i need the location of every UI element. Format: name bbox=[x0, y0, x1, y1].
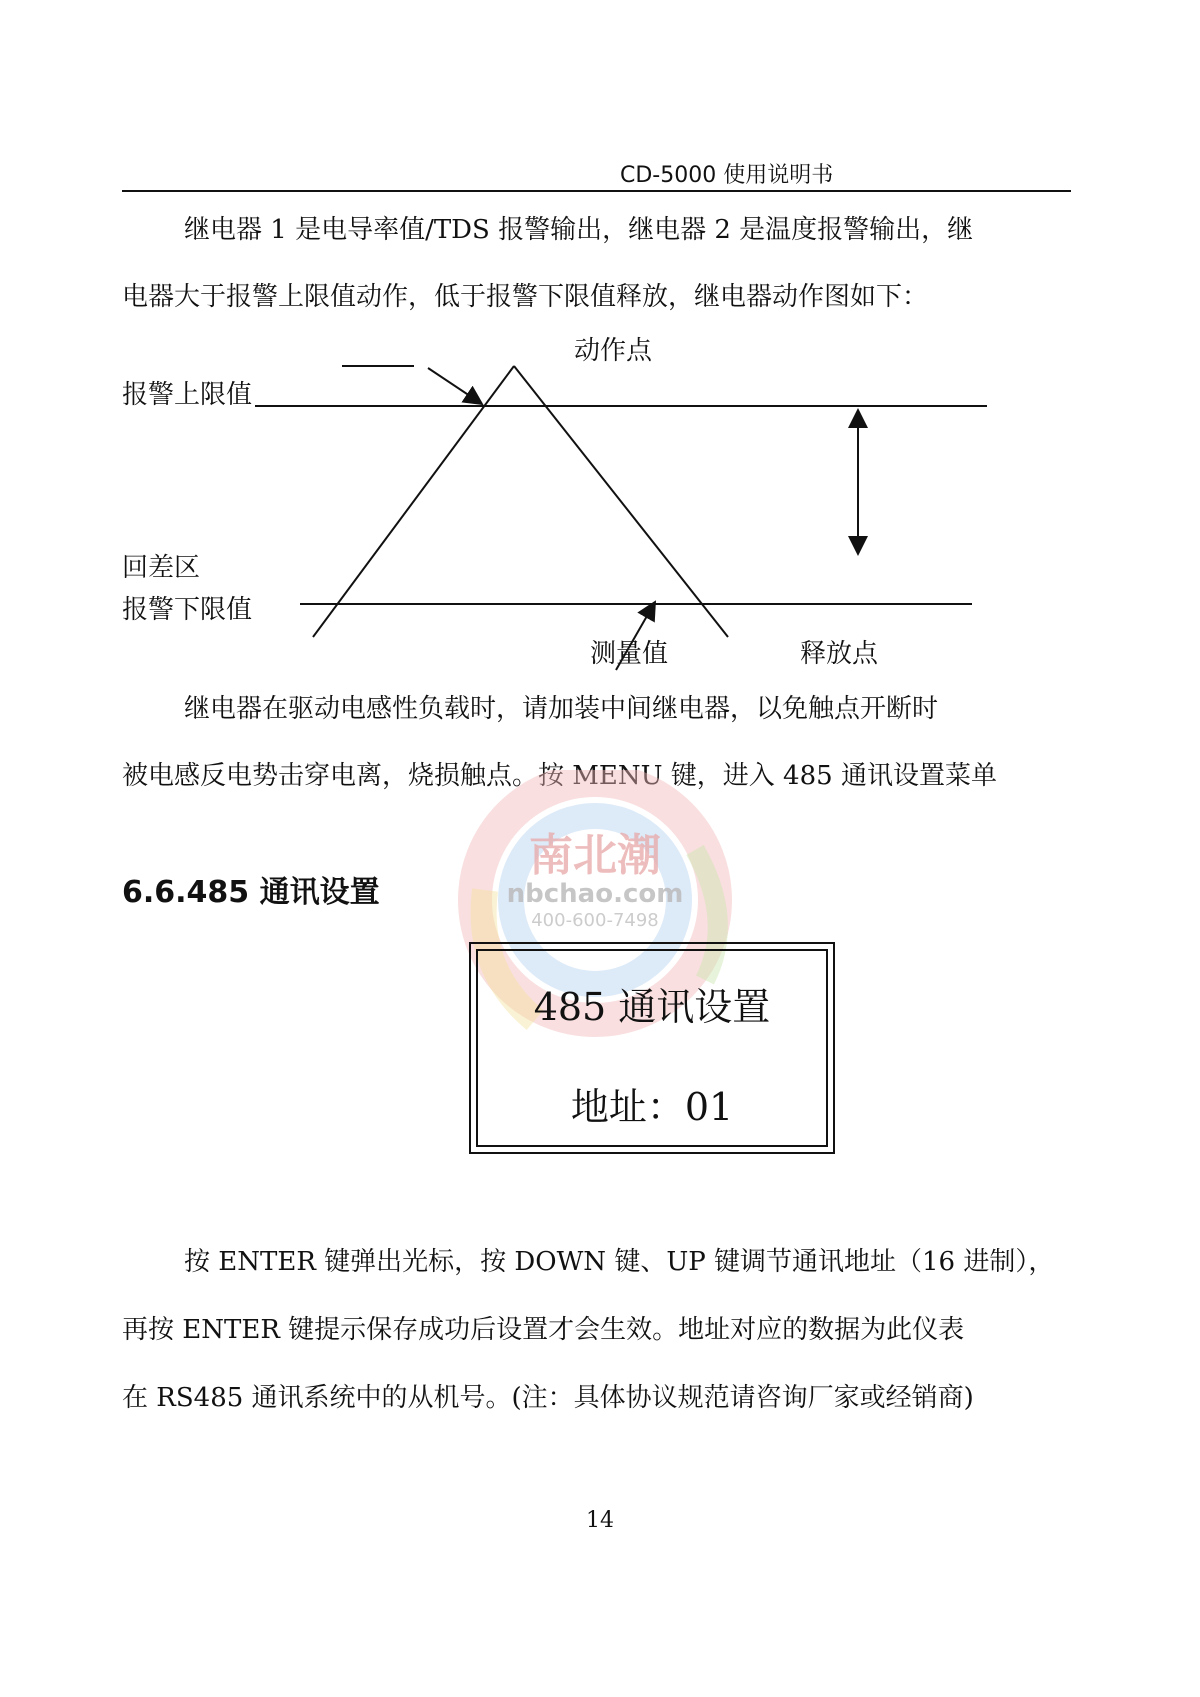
hysteresis-label: 回差区 bbox=[122, 553, 201, 583]
menu-screen-frame bbox=[469, 942, 835, 1154]
release-point-label: 释放点 bbox=[800, 639, 879, 669]
action-point-label: 动作点 bbox=[574, 336, 653, 366]
instructions-line-3: 在 RS485 通讯系统中的从机号。(注：具体协议规范请咨询厂家或经销商) bbox=[122, 1383, 974, 1413]
watermark-brand: 南北潮 bbox=[529, 830, 661, 881]
measured-value-label: 测量值 bbox=[590, 639, 669, 669]
note-line-1: 继电器在驱动电感性负载时，请加装中间继电器，以免触点开断时 bbox=[184, 694, 939, 724]
watermark-phone: 400-600-7498 bbox=[531, 910, 659, 931]
note-line-2: 被电感反电势击穿电离，烧损触点。按 MENU 键，进入 485 通讯设置菜单 bbox=[122, 761, 997, 791]
intro-line-1: 继电器 1 是电导率值/TDS 报警输出，继电器 2 是温度报警输出，继 bbox=[184, 215, 974, 245]
document-header-title: CD-5000 使用说明书 bbox=[620, 163, 834, 188]
instructions-line-2: 再按 ENTER 键提示保存成功后设置才会生效。地址对应的数据为此仪表 bbox=[122, 1315, 965, 1345]
watermark-site: nbchao.com bbox=[506, 879, 684, 909]
menu-screen-address: 地址：01 bbox=[570, 1085, 734, 1129]
menu-screen-title: 485 通讯设置 bbox=[533, 985, 771, 1029]
lower-limit-label: 报警下限值 bbox=[122, 595, 253, 625]
instructions-line-1: 按 ENTER 键弹出光标，按 DOWN 键、UP 键调节通讯地址（16 进制）， bbox=[184, 1247, 1055, 1277]
action-point-arrow bbox=[428, 368, 482, 404]
page-number: 14 bbox=[586, 1508, 614, 1533]
menu-screen-inner-frame bbox=[476, 949, 828, 1147]
section-heading: 6.6.485 通讯设置 bbox=[122, 875, 380, 910]
upper-limit-label: 报警上限值 bbox=[122, 380, 253, 410]
intro-line-2: 电器大于报警上限值动作，低于报警下限值释放，继电器动作图如下： bbox=[122, 282, 929, 312]
